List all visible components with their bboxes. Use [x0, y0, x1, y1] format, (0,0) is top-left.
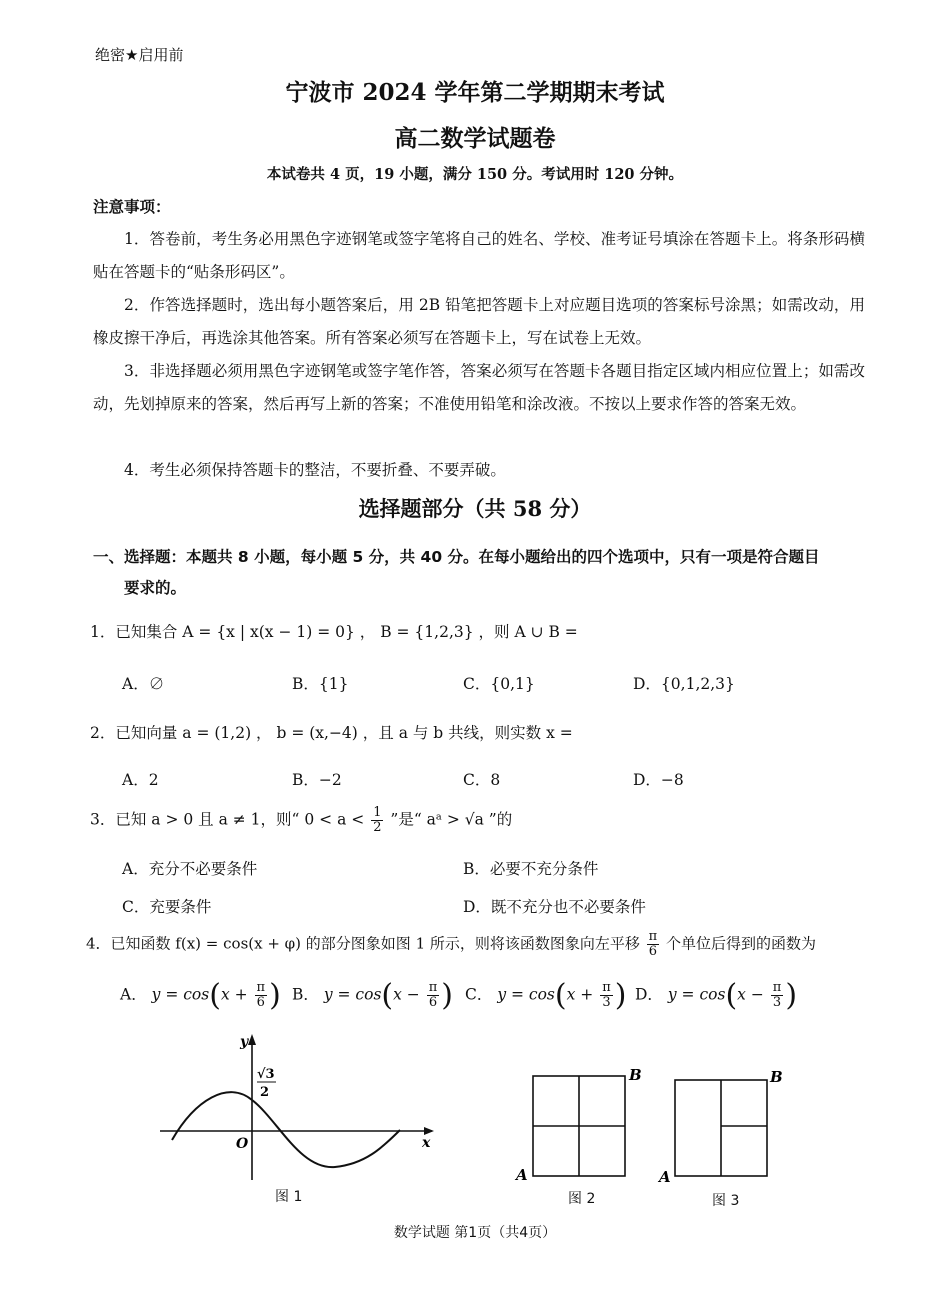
fraction-numerator: π — [428, 980, 438, 995]
corner-a-label: A — [516, 1166, 528, 1184]
question-1-option-c: C．{0,1} — [463, 675, 535, 693]
fraction-denominator: 3 — [602, 995, 611, 1010]
part-heading — [93, 542, 865, 604]
corner-b-label: B — [629, 1066, 642, 1084]
question-1-stem: 1．已知集合 A = {x | x(x − 1) = 0} ， B = {1,2,3} ，则 A ∪ B = — [90, 623, 578, 641]
option-inner: x + — [566, 985, 594, 1004]
figure-1-caption: 图 1 — [275, 1189, 303, 1205]
question-4-stem — [86, 930, 816, 959]
figure-3-caption: 图 3 — [712, 1193, 740, 1209]
part-heading-line2: 要求的。 — [124, 579, 187, 597]
question-3-fraction — [371, 806, 383, 835]
corner-b-label: B — [770, 1068, 783, 1086]
option-fraction — [427, 981, 440, 1010]
x-axis-arrow-icon — [424, 1127, 434, 1135]
fraction-numerator: π — [772, 980, 782, 995]
tick-label-numerator: √3 — [257, 1067, 275, 1082]
question-2-option-d: D．−8 — [633, 771, 684, 789]
fraction-denominator: 3 — [772, 995, 782, 1010]
question-1-option-d: D．{0,1,2,3} — [633, 675, 735, 693]
option-fraction — [771, 981, 784, 1010]
figure-2-caption: 图 2 — [568, 1191, 596, 1207]
option-label: C． — [465, 985, 493, 1004]
question-3-stem-post: ”是“ aᵃ > √a ”的 — [390, 810, 513, 829]
question-4-fraction — [647, 930, 660, 959]
fraction-numerator: π — [602, 980, 611, 995]
option-label: D． — [635, 985, 663, 1004]
cosine-curve — [172, 1092, 400, 1167]
question-2-option-a: A．2 — [122, 771, 159, 789]
y-axis-label: y — [240, 1034, 249, 1050]
option-function: y = cos — [667, 985, 726, 1004]
fraction-numerator: π — [256, 980, 266, 995]
question-4-stem-post: 个单位后得到的函数为 — [666, 934, 817, 953]
figure-1-graph — [150, 1030, 450, 1185]
option-fraction — [600, 981, 613, 1010]
question-4-option-c: C． y = cos(x + $\frac{\pi}{3}$ ) — [465, 978, 627, 1013]
question-4-stem-pre: 4．已知函数 f(x) = cos(x + φ) 的部分图象如图 1 所示，则将该函数图象向左平移 — [86, 934, 640, 953]
section-title: 选择题部分（共 58 分） — [358, 496, 592, 521]
option-function: y = cos — [323, 985, 382, 1004]
notes-heading: 注意事项： — [93, 198, 171, 216]
note-item-1: 1．答卷前，考生务必用黑色字迹钢笔或签字笔将自己的姓名、学校、准考证号填涂在答题卡上。将条形码横贴在答题卡的“贴条形码区”。 — [93, 230, 865, 281]
option-inner: x − — [737, 985, 764, 1004]
fraction-numerator: π — [648, 929, 658, 944]
fraction-numerator: 1 — [373, 805, 382, 820]
option-inner: x + — [220, 985, 248, 1004]
question-3-option-c: C．充要条件 — [122, 898, 212, 916]
y-axis-arrow-icon — [248, 1034, 256, 1045]
question-3-option-b: B．必要不充分条件 — [463, 860, 599, 878]
option-fraction — [255, 981, 268, 1010]
question-2-stem: 2．已知向量 a = (1,2) ， b = (x,−4) ，且 a 与 b 共线，则实数 x = — [90, 724, 573, 742]
confidential-label: 绝密★启用前 — [95, 46, 184, 64]
question-3-option-a: A．充分不必要条件 — [122, 860, 258, 878]
question-2-option-b: B．−2 — [292, 771, 342, 789]
exam-title: 宁波市 2024 学年第二学期期末考试 — [285, 79, 665, 106]
question-3-stem — [90, 806, 512, 835]
question-4-option-d: D． y = cos(x − $\frac{\pi}{3}$ ) — [635, 978, 798, 1013]
option-label: A． — [120, 985, 147, 1004]
question-4-option-b: B． y = cos(x − $\frac{\pi}{6}$ ) — [292, 978, 453, 1013]
option-function: y = cos — [497, 985, 555, 1004]
part-heading-line1: 一、选择题：本题共 8 小题，每小题 5 分，共 40 分。在每小题给出的四个选项中，只有一项是符合题目 — [93, 548, 820, 566]
option-label: B． — [292, 985, 319, 1004]
figure-3-grid — [655, 1060, 795, 1185]
question-2-option-c: C．8 — [463, 771, 501, 789]
corner-a-label: A — [659, 1168, 671, 1185]
page-footer: 数学试题 第1页（共4页） — [393, 1225, 557, 1241]
tick-label-denominator: 2 — [260, 1085, 270, 1100]
exam-subtitle: 高二数学试题卷 — [394, 125, 556, 152]
question-1-option-b: B．{1} — [292, 675, 349, 693]
question-3-option-d: D．既不充分也不必要条件 — [463, 898, 646, 916]
question-1-option-a: A．∅ — [122, 675, 165, 693]
note-item-3: 3．非选择题必须用黑色字迹钢笔或签字笔作答，答案必须写在答题卡各题目指定区域内相应位置上；如需改动，先划掉原来的答案，然后再写上新的答案；不准使用铅笔和涂改液。不按以上要求作答的答案无效。 — [93, 362, 865, 413]
figure-2-grid — [510, 1060, 650, 1185]
question-3-stem-pre: 3．已知 a > 0 且 a ≠ 1，则“ 0 < a < — [90, 810, 365, 829]
x-axis-label: x — [422, 1135, 431, 1151]
question-4-option-a: A． y = cos(x + $\frac{\pi}{6}$ ) — [120, 978, 281, 1013]
note-item-2: 2．作答选择题时，选出每小题答案后，用 2B 铅笔把答题卡上对应题目选项的答案标号涂黑；如需改动，用橡皮擦干净后，再选涂其他答案。所有答案必须写在答题卡上，写在试卷上无效。 — [93, 296, 865, 347]
origin-label: O — [236, 1136, 249, 1152]
note-item-4: 4．考生必须保持答题卡的整洁，不要折叠、不要弄破。 — [124, 461, 506, 479]
option-inner: x − — [393, 985, 420, 1004]
fraction-denominator: 6 — [256, 995, 265, 1010]
fraction-denominator: 2 — [373, 820, 382, 835]
fraction-denominator: 6 — [428, 995, 438, 1010]
exam-intro: 本试卷共 4 页，19 小题，满分 150 分。考试用时 120 分钟。 — [266, 166, 684, 183]
fraction-denominator: 6 — [648, 944, 658, 959]
option-function: y = cos — [151, 985, 210, 1004]
